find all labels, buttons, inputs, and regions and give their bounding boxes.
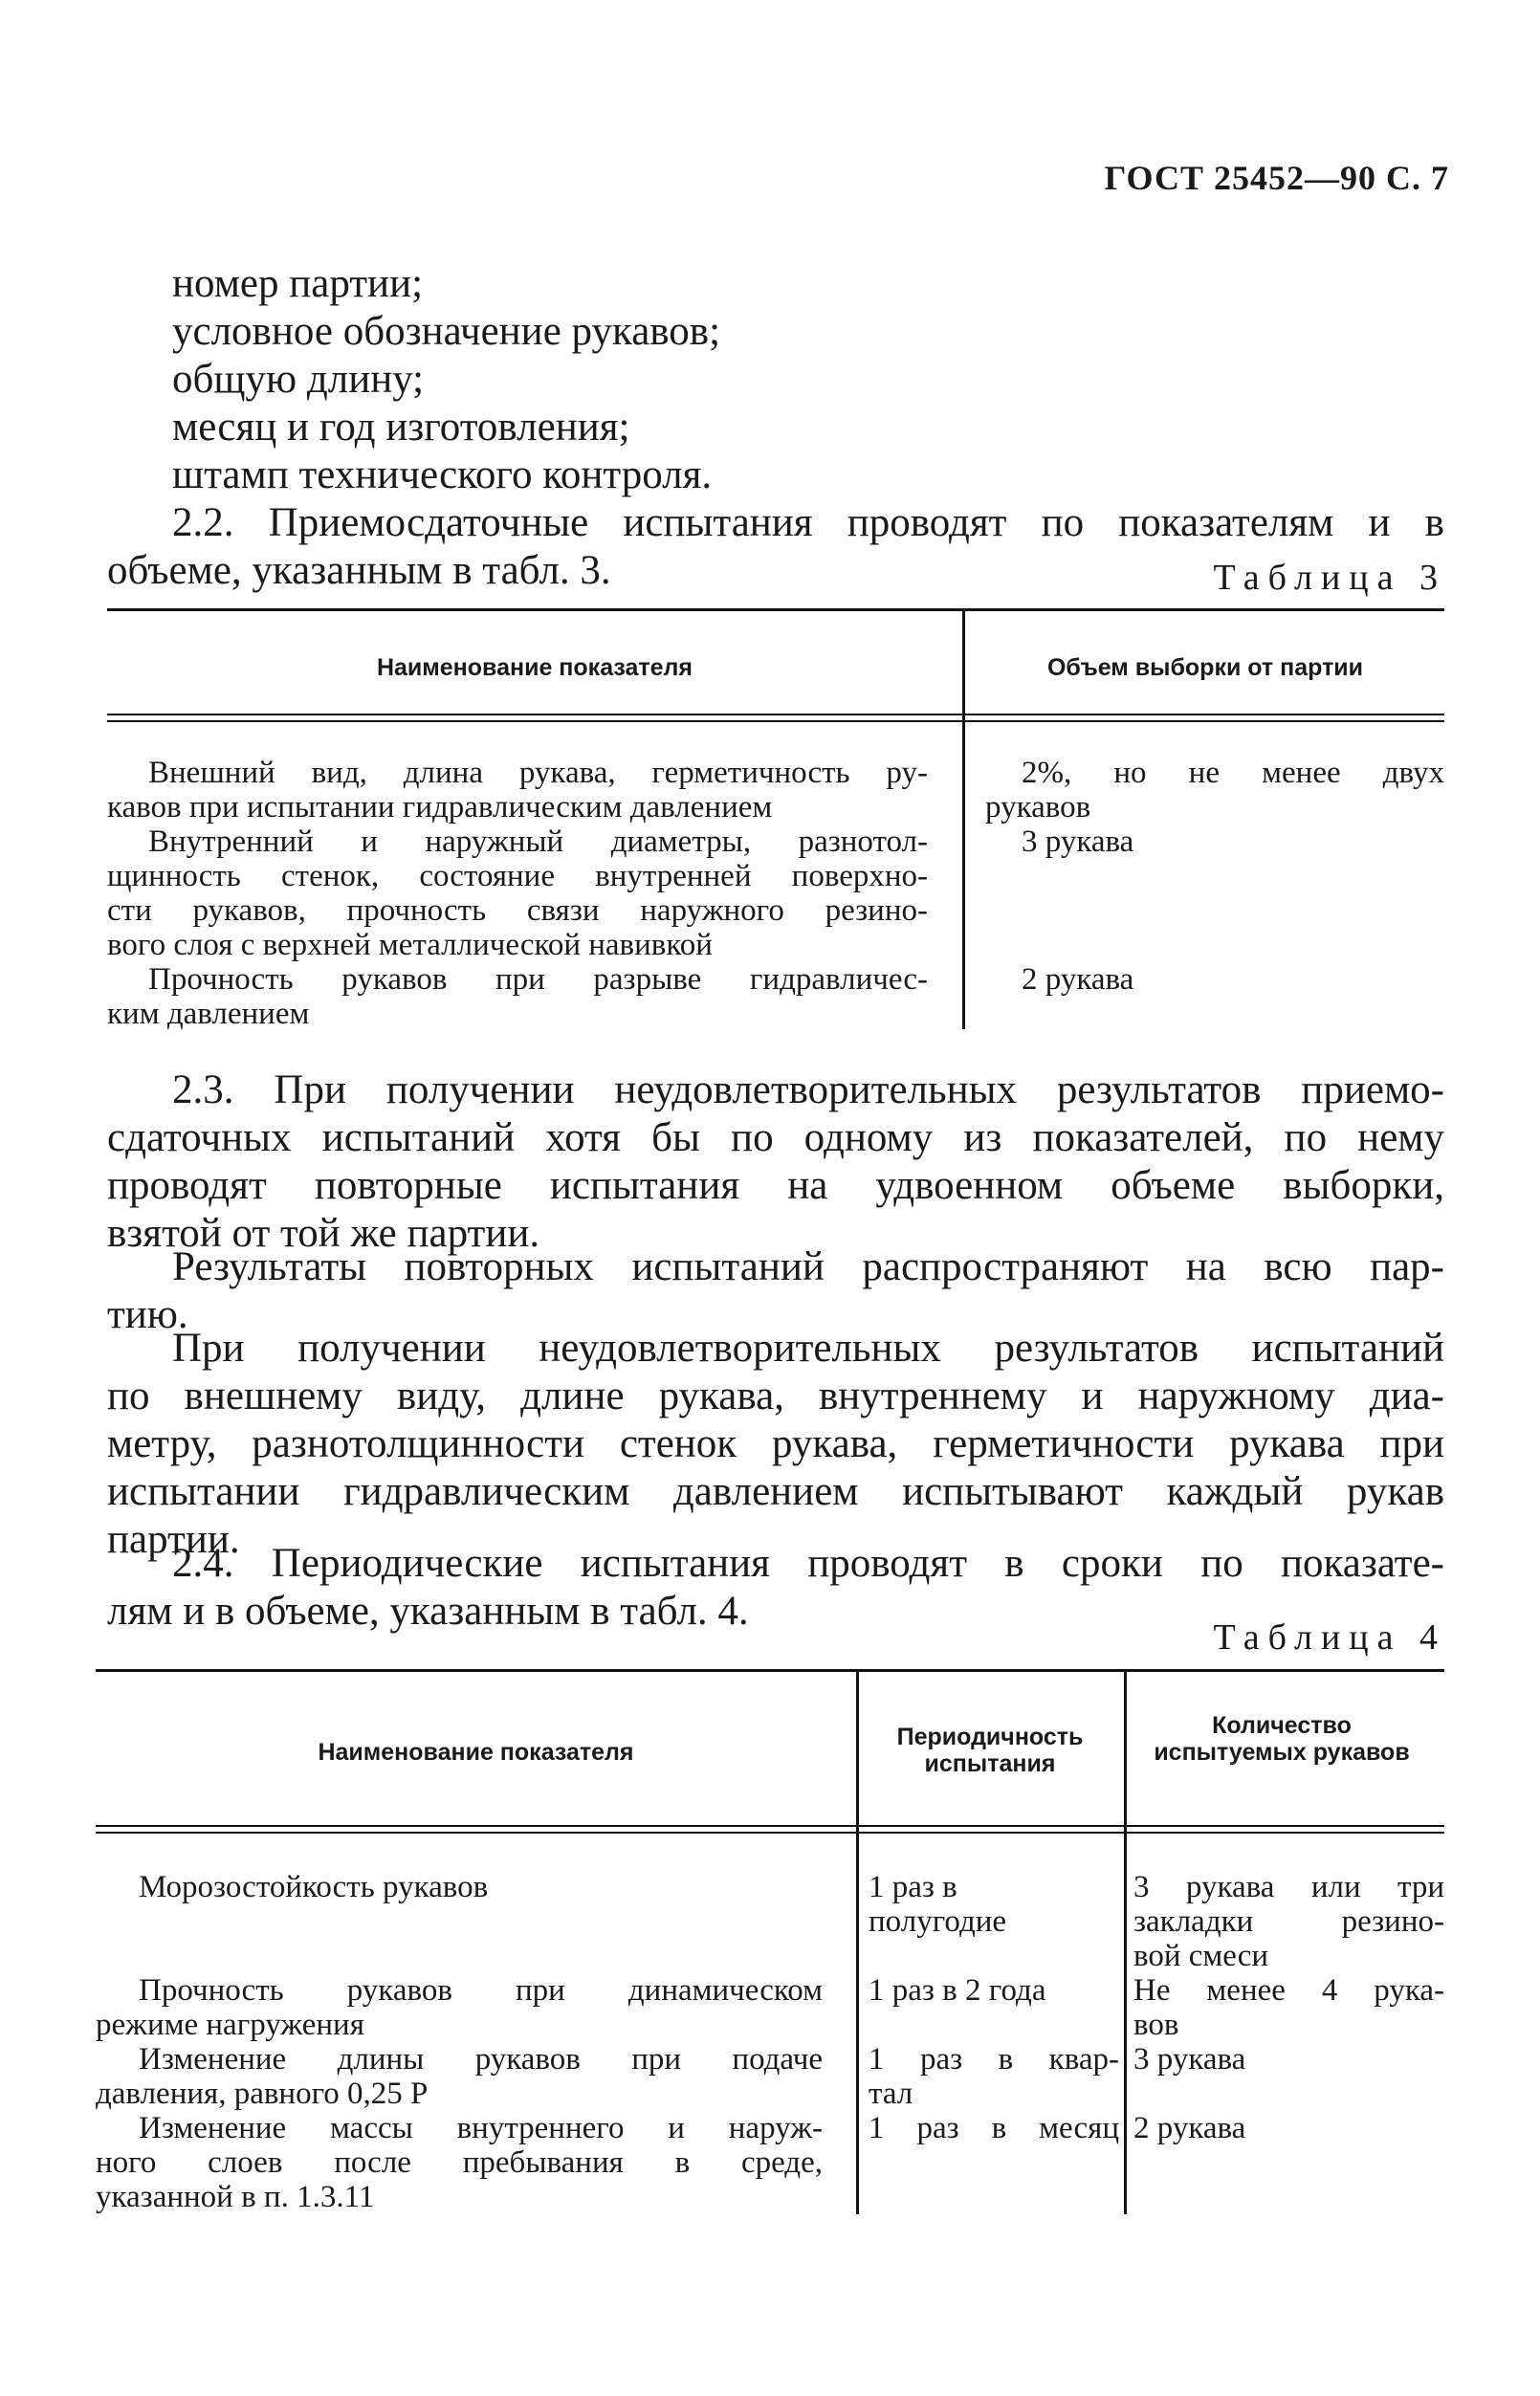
table-3-column-divider bbox=[962, 608, 965, 1029]
table-4-header-count: Количество испытуемых рукавов bbox=[1154, 1712, 1410, 1766]
table-4-cell-count: закладки резино- bbox=[1133, 1904, 1444, 1939]
table-4-cell-count: 3 рукава или три bbox=[1133, 1870, 1444, 1904]
table-4-cell-count: вов bbox=[1133, 2008, 1179, 2042]
table-4-header-rule bbox=[96, 1832, 1444, 1834]
table-3-caption: Таблица 3 bbox=[1213, 558, 1446, 598]
paragraph-2-3-failure-line: по внешнему виду, длине рукава, внутреннему и наружному диа- bbox=[107, 1374, 1444, 1418]
paragraph-2-3-line: взятой от той же партии. bbox=[107, 1211, 540, 1256]
intro-line: условное обозначение рукавов; bbox=[172, 309, 721, 354]
table-3-cell-volume: 3 рукава bbox=[1022, 824, 1134, 859]
paragraph-2-3-line: сдаточных испытаний хотя бы по одному из показателей, по нему bbox=[107, 1115, 1444, 1160]
table-3-cell-name: Внутренний и наружный диаметры, разнотол- bbox=[148, 824, 928, 859]
paragraph-2-3-failure-line: При получении неудовлетворительных результатов испытаний bbox=[172, 1326, 1444, 1371]
table-4-cell-name: Изменение длины рукавов при подаче bbox=[139, 2042, 823, 2077]
table-3-header-rule bbox=[107, 720, 1444, 722]
intro-line: месяц и год изготовления; bbox=[172, 405, 630, 450]
paragraph-2-2-line: объеме, указанным в табл. 3. bbox=[107, 548, 611, 593]
table-3-cell-name: щинность стенок, состояние внутренней поверхно- bbox=[107, 859, 928, 893]
table-4-cell-period: полугодие bbox=[869, 1904, 1007, 1939]
table-3-header-volume: Объем выборки от партии bbox=[1046, 654, 1364, 681]
paragraph-2-3-failure-line: партии. bbox=[107, 1517, 240, 1562]
table-3-cell-volume: 2 рукава bbox=[1022, 962, 1134, 997]
paragraph-2-4-line: лям и в объеме, указанным в табл. 4. bbox=[107, 1589, 749, 1634]
table-4-cell-period: 1 раз в 2 года bbox=[869, 1973, 1046, 2008]
table-4-top-rule bbox=[96, 1669, 1444, 1672]
page-header: ГОСТ 25452—90 С. 7 bbox=[1104, 159, 1449, 197]
table-3-header-name: Наименование показателя bbox=[376, 654, 693, 681]
table-3-cell-name: Прочность рукавов при разрыве гидравличес- bbox=[148, 962, 928, 997]
paragraph-2-3-failure-line: метру, разнотолщинности стенок рукава, герметичности рукава при bbox=[107, 1421, 1444, 1466]
table-4-header-name: Наименование показателя bbox=[318, 1739, 634, 1766]
table-4-cell-count: Не менее 4 рука- bbox=[1133, 1973, 1444, 2008]
paragraph-2-3-failure-line: испытании гидравлическим давлением испытывают каждый рукав bbox=[107, 1469, 1444, 1514]
table-4-cell-period: 1 раз в bbox=[869, 1870, 957, 1904]
table-4-header-period: Периодичность испытания bbox=[896, 1724, 1084, 1777]
table-4-cell-name: Морозостойкость рукавов bbox=[139, 1870, 489, 1904]
table-4-cell-period: тал bbox=[869, 2077, 913, 2111]
table-4-cell-count: 3 рукава bbox=[1133, 2042, 1246, 2077]
intro-line: общую длину; bbox=[172, 357, 425, 402]
table-4-column-divider bbox=[856, 1669, 859, 2214]
table-4-cell-name: ного слоев после пребывания в среде, bbox=[96, 2145, 823, 2180]
table-4-cell-count: вой смеси bbox=[1133, 1939, 1269, 1973]
paragraph-2-4-line: 2.4. Периодические испытания проводят в сроки по показате- bbox=[172, 1541, 1444, 1586]
table-3-top-rule bbox=[107, 608, 1444, 611]
table-3-cell-volume: 2%, но не менее двух bbox=[1022, 756, 1444, 790]
paragraph-2-3-line: проводят повторные испытания на удвоенном объеме выборки, bbox=[107, 1163, 1444, 1208]
table-4-cell-period: 1 раз в месяц bbox=[869, 2111, 1119, 2145]
table-3-cell-name: вого слоя с верхней металлической навивкой bbox=[107, 928, 713, 962]
intro-line: штамп технического контроля. bbox=[172, 452, 713, 497]
paragraph-2-3-results-line: Результаты повторных испытаний распространяют на всю пар- bbox=[172, 1244, 1444, 1289]
intro-line: номер партии; bbox=[172, 261, 424, 306]
table-4-column-divider bbox=[1124, 1669, 1127, 2214]
table-4-cell-name: Прочность рукавов при динамическом bbox=[139, 1973, 823, 2008]
table-3-cell-name: кавов при испытании гидравлическим давлением bbox=[107, 790, 773, 824]
table-4-cell-name: Изменение массы внутреннего и наруж- bbox=[139, 2111, 823, 2145]
table-4-cell-period: 1 раз в квар- bbox=[869, 2042, 1119, 2077]
table-3-cell-volume: рукавов bbox=[985, 790, 1091, 824]
table-4-caption: Таблица 4 bbox=[1213, 1617, 1446, 1658]
table-4-cell-name: режиме нагружения bbox=[96, 2008, 364, 2042]
table-4-cell-count: 2 рукава bbox=[1133, 2111, 1246, 2145]
table-3-cell-name: ким давлением bbox=[107, 997, 310, 1031]
table-3-cell-name: Внешний вид, длина рукава, герметичность ру- bbox=[148, 756, 928, 790]
table-4-header-rule bbox=[96, 1825, 1444, 1827]
table-4-cell-name: давления, равного 0,25 P bbox=[96, 2077, 429, 2111]
paragraph-2-2-line: 2.2. Приемосдаточные испытания проводят по показателям и в bbox=[172, 500, 1444, 545]
table-3-cell-name: сти рукавов, прочность связи наружного резино- bbox=[107, 893, 928, 928]
paragraph-2-3-results-line: тию. bbox=[107, 1292, 188, 1337]
paragraph-2-3-line: 2.3. При получении неудовлетворительных результатов приемо- bbox=[172, 1067, 1444, 1112]
table-3-header-rule bbox=[107, 714, 1444, 715]
table-4-cell-name: указанной в п. 1.3.11 bbox=[96, 2180, 375, 2214]
